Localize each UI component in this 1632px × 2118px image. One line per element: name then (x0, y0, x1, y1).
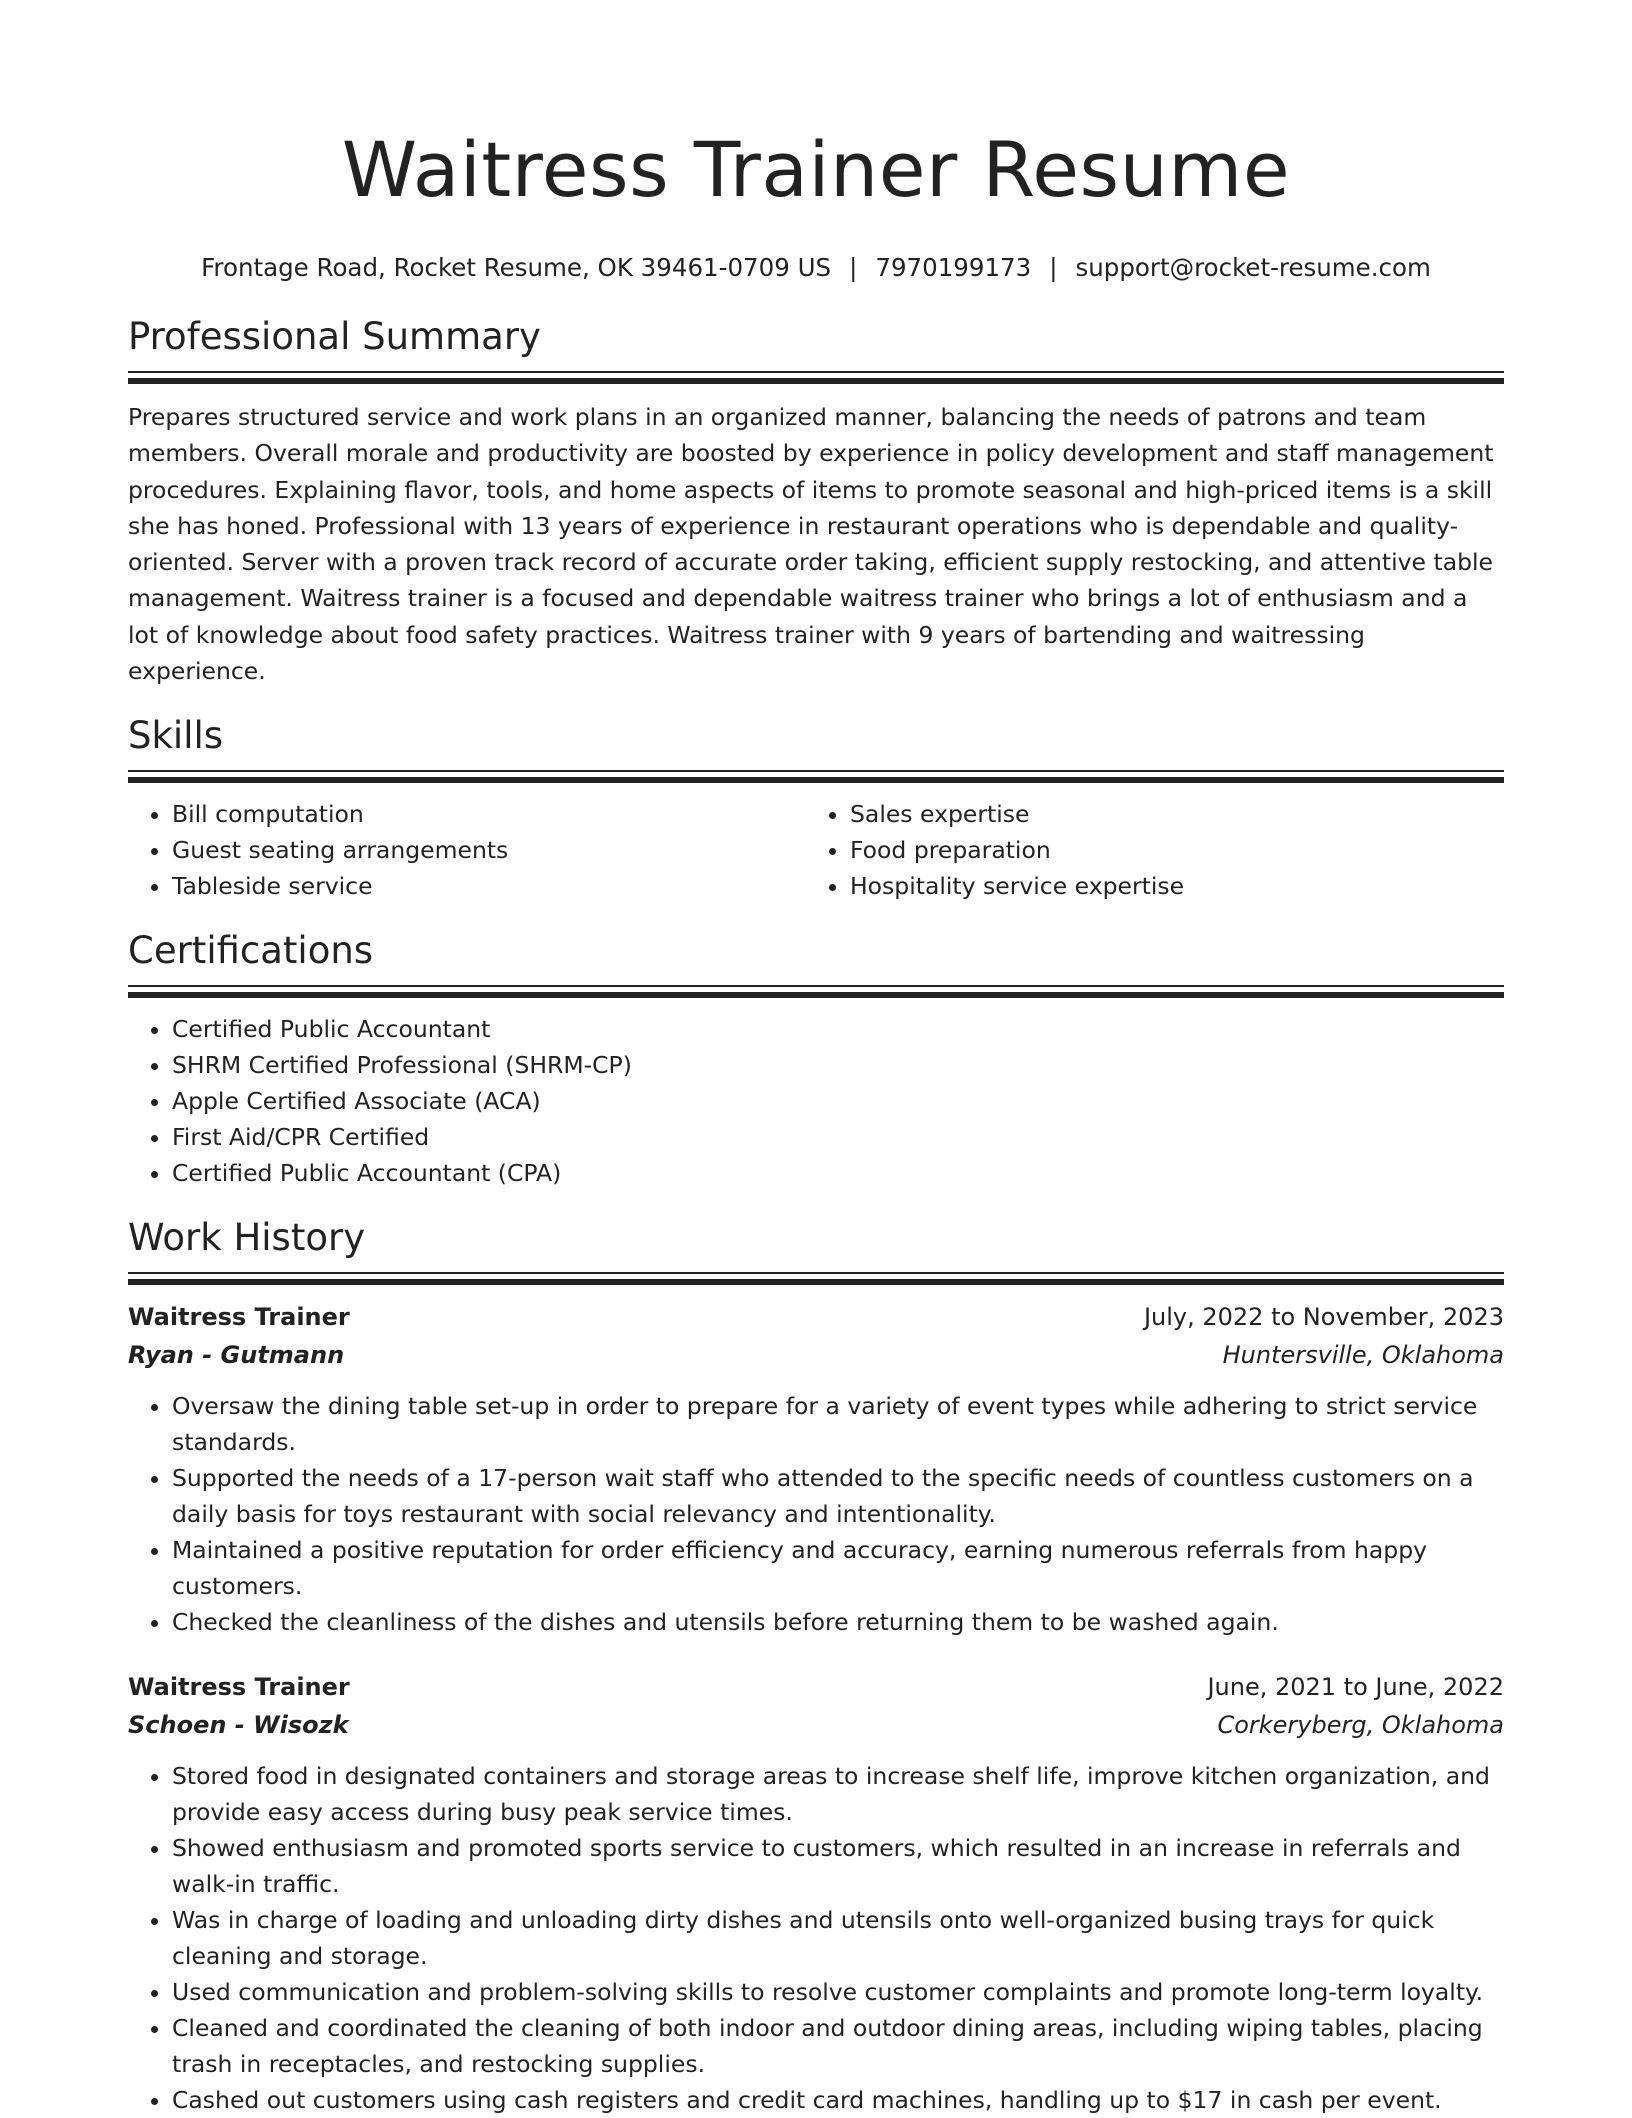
skill-item: • Bill computation (172, 796, 806, 832)
certification-item: • Certified Public Accountant (CPA) (172, 1155, 1504, 1191)
section-title-work-history: Work History (128, 1216, 366, 1260)
job-entry (128, 1668, 1504, 2118)
skill-item: • Food preparation (850, 832, 1484, 868)
contact-separator: | (1049, 253, 1058, 282)
skills-section (128, 713, 1504, 904)
job-entry (128, 1298, 1504, 1640)
section-title-skills: Skills (128, 714, 224, 758)
contact-separator: | (849, 253, 858, 282)
job-company: Ryan - Gutmann (128, 1341, 345, 1370)
certification-item: • Apple Certified Associate (ACA) (172, 1083, 1504, 1119)
job-bullet: • Oversaw the dining table set-up in order to prepare for a variety of event types while adhering to strict service standards. (172, 1388, 1504, 1460)
resume-page (128, 0, 1504, 2118)
contact-address: Frontage Road, Rocket Resume, OK 39461-0709 US (201, 253, 832, 282)
certification-item: • Certified Public Accountant (172, 1011, 1504, 1047)
contact-phone: 7970199173 (875, 253, 1032, 282)
job-subheader-row (128, 1336, 1504, 1374)
skills-list-left (128, 796, 806, 904)
job-bullet: • Stored food in designated containers and storage areas to increase shelf life, improve kitchen organization, and provide easy access during busy peak service times. (172, 1758, 1504, 1830)
work-history-section (128, 1215, 1504, 2118)
skill-item: • Hospitality service expertise (850, 868, 1484, 904)
job-bullets (128, 1758, 1504, 2118)
resume-title: Waitress Trainer Resume (341, 125, 1291, 214)
skills-grid (128, 796, 1504, 904)
job-title: Waitress Trainer (128, 1673, 350, 1702)
certifications-list (128, 1011, 1504, 1191)
job-bullet: • Cashed out customers using cash registers and credit card machines, handling up to $17 in cash per event. (172, 2082, 1504, 2118)
certification-item: • SHRM Certified Professional (SHRM-CP) (172, 1047, 1504, 1083)
certification-item: • First Aid/CPR Certified (172, 1119, 1504, 1155)
job-header-row (128, 1668, 1504, 1706)
section-divider (128, 371, 1504, 385)
job-bullet: • Cleaned and coordinated the cleaning of both indoor and outdoor dining areas, including wiping tables, placing trash in receptacles, and restocking supplies. (172, 2010, 1504, 2082)
section-divider (128, 770, 1504, 784)
job-bullet: • Was in charge of loading and unloading dirty dishes and utensils onto well-organized busing trays for quick cleaning and storage. (172, 1902, 1504, 1974)
job-location: Corkeryberg, Oklahoma (1217, 1711, 1504, 1740)
section-divider (128, 985, 1504, 999)
section-title-summary: Professional Summary (128, 315, 541, 358)
section-divider (128, 1272, 1504, 1286)
skill-item: • Guest seating arrangements (172, 832, 806, 868)
job-company: Schoen - Wisozk (128, 1711, 349, 1740)
job-bullets (128, 1388, 1504, 1640)
skill-item: • Tableside service (172, 868, 806, 904)
job-bullet: • Showed enthusiasm and promoted sports service to customers, which resulted in an increase in referrals and walk-in traffic. (172, 1830, 1504, 1902)
job-bullet: • Maintained a positive reputation for order efficiency and accuracy, earning numerous referrals from happy customers. (172, 1532, 1504, 1604)
job-subheader-row (128, 1706, 1504, 1744)
job-dates: July, 2022 to November, 2023 (1143, 1303, 1504, 1332)
job-title: Waitress Trainer (128, 1303, 350, 1332)
contact-line (128, 252, 1504, 284)
section-title-certifications: Certifications (128, 929, 374, 973)
job-header-row (128, 1298, 1504, 1336)
certifications-section (128, 928, 1504, 1191)
job-bullet: • Checked the cleanliness of the dishes and utensils before returning them to be washed again. (172, 1604, 1504, 1640)
skill-item: • Sales expertise (850, 796, 1484, 832)
contact-email: support@rocket-resume.com (1075, 253, 1431, 282)
skills-list-right (806, 796, 1484, 904)
job-bullet: • Used communication and problem-solving skills to resolve customer complaints and promote long-term loyalty. (172, 1974, 1504, 2010)
job-bullet: • Supported the needs of a 17-person wait staff who attended to the specific needs of countless customers on a daily basis for toys restaurant with social relevancy and intentionality. (172, 1460, 1504, 1532)
summary-section (128, 314, 1504, 689)
job-location: Huntersville, Oklahoma (1222, 1341, 1504, 1370)
summary-text: Prepares structured service and work plans in an organized manner, balancing the needs of patrons and team members. Overall morale and productivity are boosted by experience in policy development and staff management procedures. Explaining flavor, tools, and home aspects of items to promote seasonal and high-priced items is a skill she has honed. Professional with 13 years of experience in restaurant operations who is dependable and quality-oriented. Server with a proven track record of accurate order taking, efficient supply restocking, and attentive table management. Waitress trainer is a focused and dependable waitress trainer who brings a lot of enthusiasm and a lot of knowledge about food safety practices. Waitress trainer with 9 years of bartending and waitressing experience. (128, 403, 1494, 686)
job-dates: June, 2021 to June, 2022 (1207, 1673, 1504, 1702)
